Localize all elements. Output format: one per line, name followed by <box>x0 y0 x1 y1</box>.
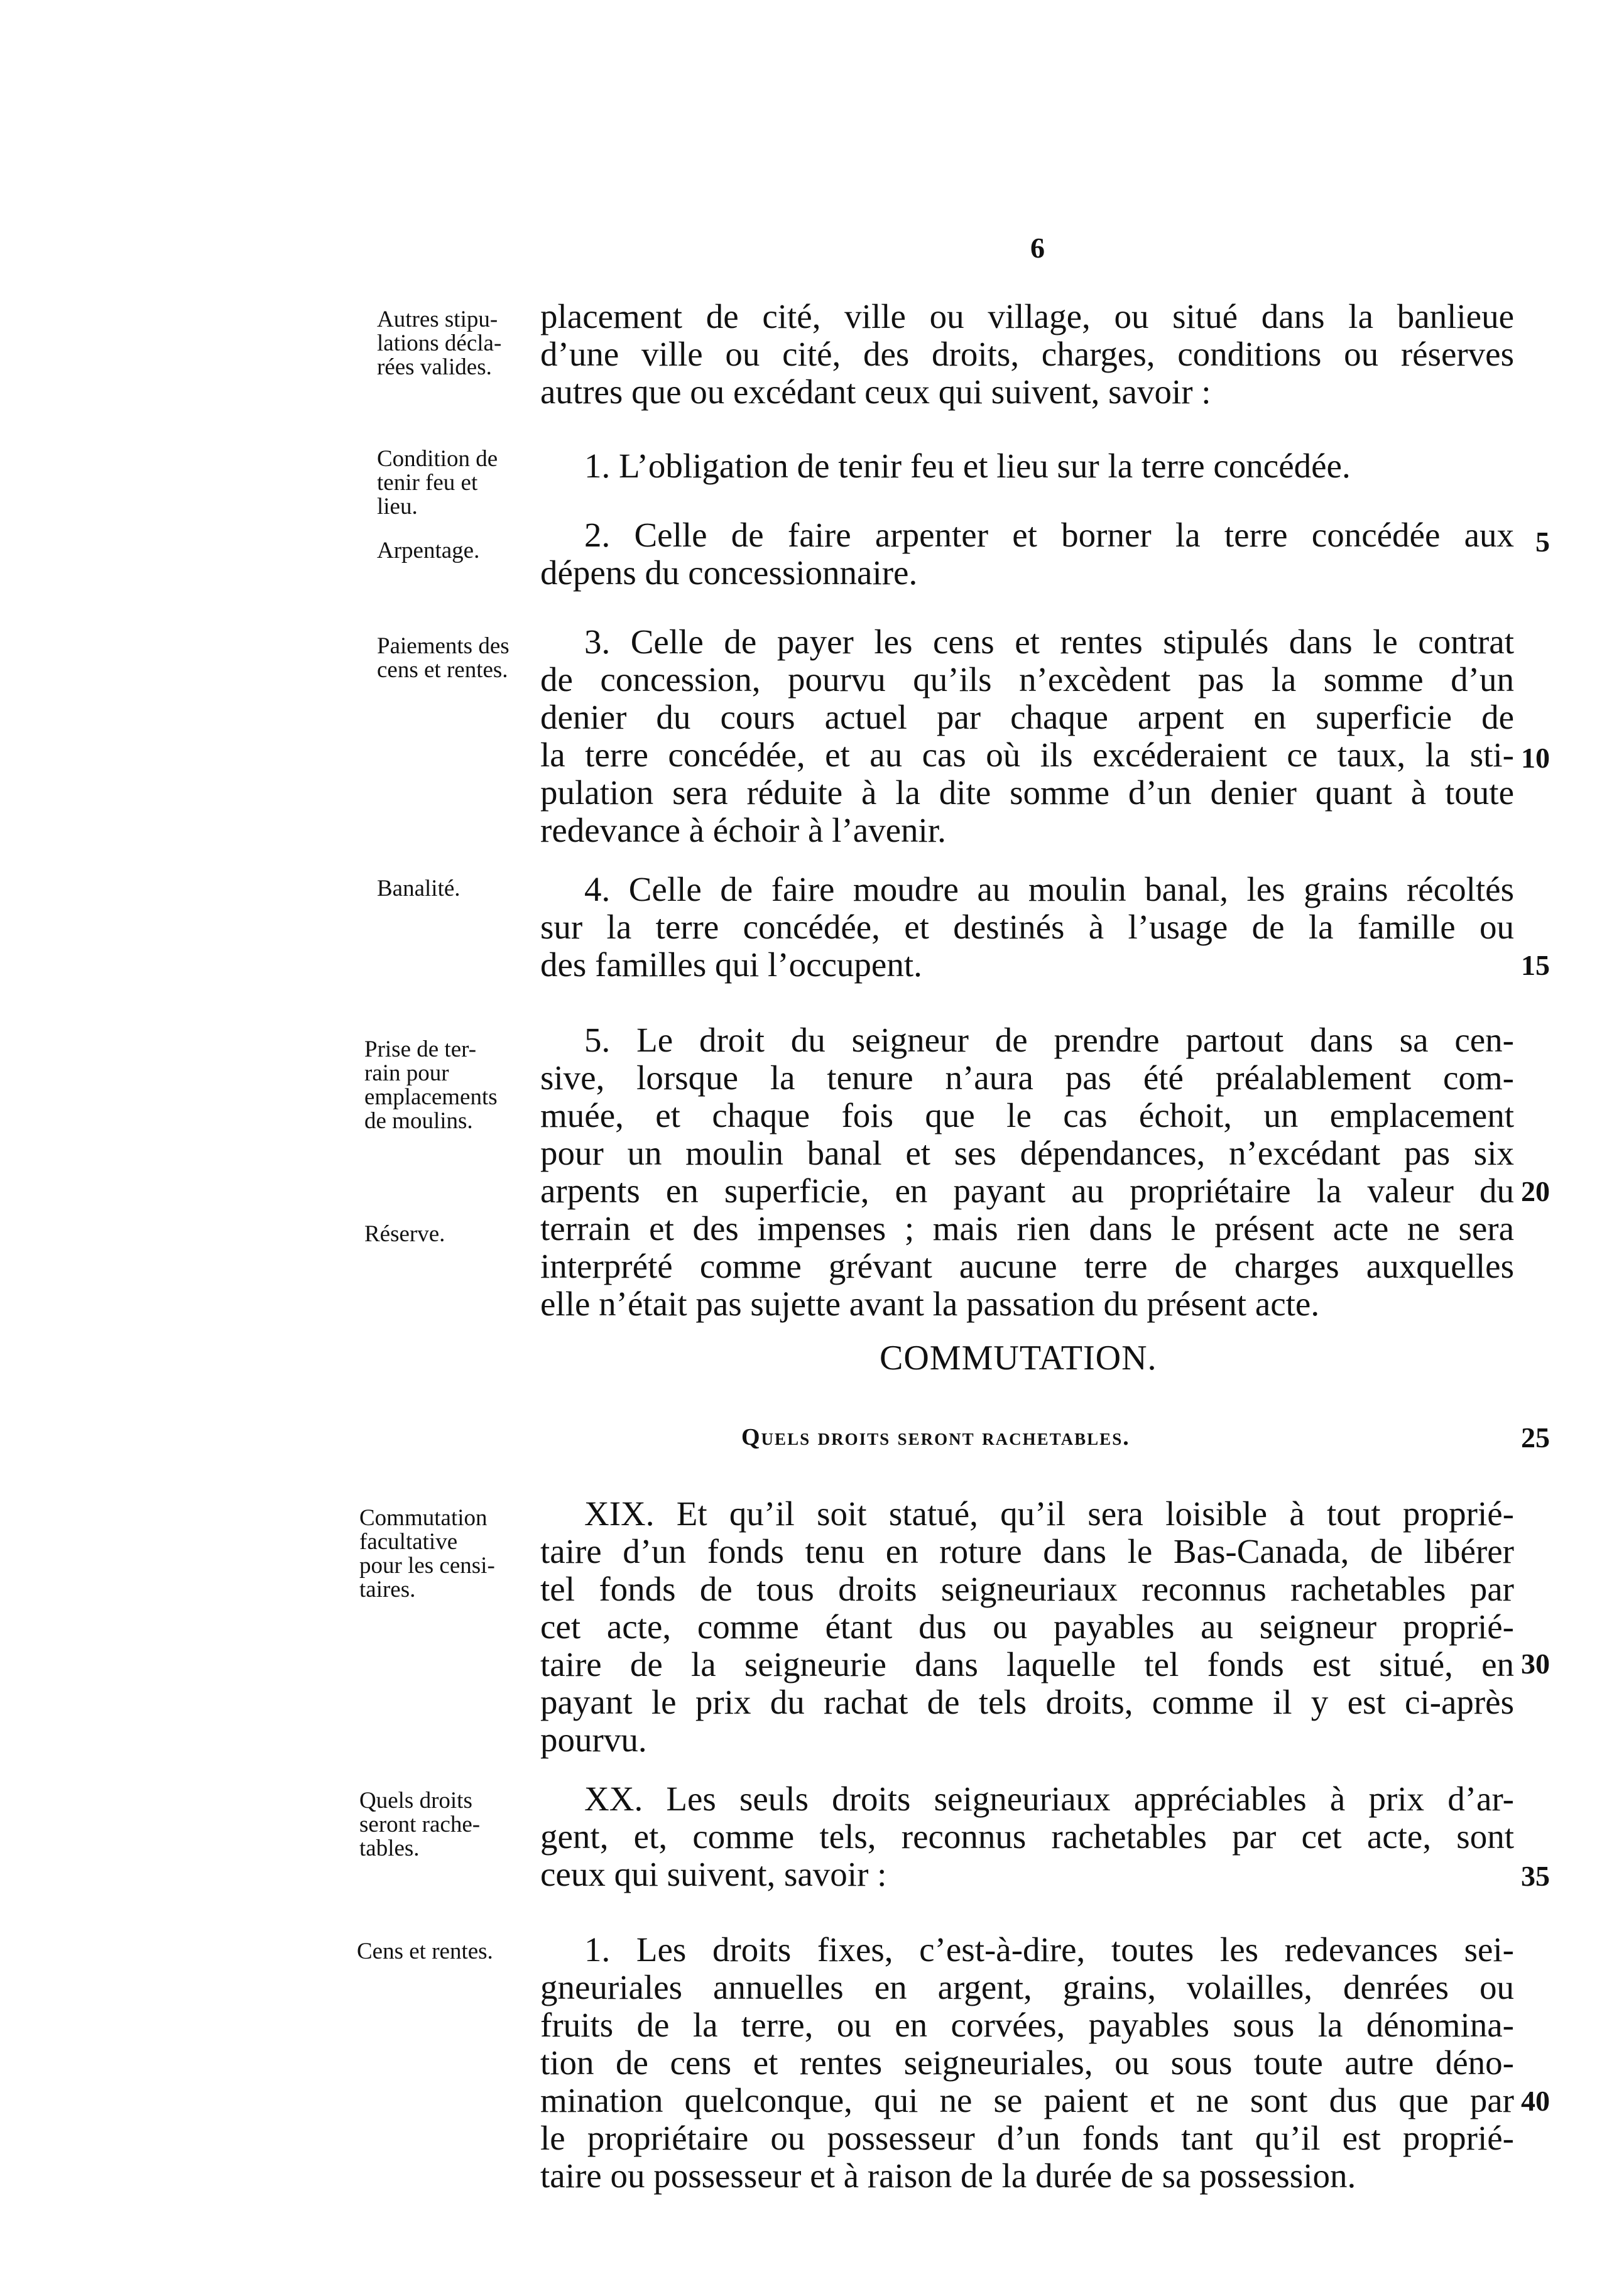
text-line: 3. Celle de payer les cens et rentes stipulés dans le contrat <box>584 623 1514 661</box>
line-number: 40 <box>1521 2085 1550 2117</box>
line-number: 35 <box>1521 1860 1550 1892</box>
text-line: taire ou possesseur et à raison de la durée de sa possession. <box>540 2156 1356 2195</box>
text-line: de concession, pourvu qu’ils n’excèdent pas la somme d’un <box>540 660 1514 699</box>
text-line: XIX. Et qu’il soit statué, qu’il sera loisible à tout proprié- <box>584 1494 1514 1533</box>
text-line: pourvu. <box>540 1721 647 1759</box>
text-line: pulation sera réduite à la dite somme d’un denier quant à toute <box>540 773 1514 812</box>
margin-note-condition <box>377 447 498 519</box>
text-line: dépens du concessionnaire. <box>540 553 918 592</box>
margin-line: emplacements <box>364 1084 498 1110</box>
margin-line: seront rache- <box>359 1812 481 1837</box>
margin-note-banalite <box>377 877 460 901</box>
text-line: le propriétaire ou possesseur d’un fonds tant qu’il est proprié- <box>540 2119 1514 2157</box>
margin-note-autres <box>377 308 501 379</box>
margin-note-prise <box>364 1038 498 1133</box>
line-number: 5 <box>1535 526 1550 558</box>
line-number: 30 <box>1521 1648 1550 1680</box>
margin-line: tables. <box>359 1835 420 1861</box>
margin-line: taires. <box>359 1577 416 1602</box>
margin-line: Paiements des <box>377 633 510 659</box>
paragraph-item-5 <box>540 1021 1514 1323</box>
text-line: 1. L’obligation de tenir feu et lieu sur la terre concédée. <box>584 447 1351 485</box>
text-line: gent, et, comme tels, reconnus rachetables par cet acte, sont <box>540 1817 1514 1856</box>
text-line: pour un moulin banal et ses dépendances, n’excédant pas six <box>540 1134 1514 1172</box>
text-line: 2. Celle de faire arpenter et borner la terre concédée aux <box>584 516 1514 554</box>
paragraph-item-2 <box>540 516 1514 592</box>
paragraph-xix <box>540 1495 1514 1759</box>
margin-note-paiements <box>377 634 510 682</box>
text-line: muée, et chaque fois que le cas échoit, un emplacement <box>540 1096 1514 1134</box>
margin-line: lieu. <box>377 494 418 519</box>
text-line: placement de cité, ville ou village, ou situé dans la banlieue <box>540 297 1514 335</box>
margin-line: de moulins. <box>364 1108 473 1134</box>
margin-line: facultative <box>359 1529 458 1555</box>
text-line: interprété comme grévant aucune terre de charges auxquelles <box>540 1247 1514 1285</box>
text-line: cet acte, comme étant dus ou payables au seigneur proprié- <box>540 1607 1514 1646</box>
margin-line: tenir feu et <box>377 470 478 496</box>
margin-line: cens et rentes. <box>377 657 508 683</box>
text-line: tion de cens et rentes seigneuriales, ou sous toute autre déno- <box>540 2043 1514 2082</box>
margin-note-arpentage <box>377 539 479 563</box>
margin-line: Commutation <box>359 1505 488 1531</box>
paragraph-item-4 <box>540 871 1514 984</box>
text-line: fruits de la terre, ou en corvées, payables sous la dénomina- <box>540 2006 1514 2044</box>
text-line: sive, lorsque la tenure n’aura pas été préalablement com- <box>540 1058 1514 1097</box>
line-number: 20 <box>1521 1175 1550 1207</box>
margin-line: Réserve. <box>364 1221 445 1247</box>
page-number: 6 <box>1030 232 1045 264</box>
text-line: 1. Les droits fixes, c’est-à-dire, toutes les redevances sei- <box>584 1930 1514 1969</box>
text-line: des familles qui l’occupent. <box>540 945 922 984</box>
margin-line: Quels droits <box>359 1788 472 1814</box>
line-number: 10 <box>1521 742 1550 774</box>
text-line: gneuriales annuelles en argent, grains, volailles, denrées ou <box>540 1968 1514 2006</box>
margin-line: pour les censi- <box>359 1553 495 1579</box>
margin-line: Banalité. <box>377 876 460 901</box>
margin-line: Cens et rentes. <box>357 1939 493 1964</box>
margin-line: Prise de ter- <box>364 1036 477 1062</box>
paragraph-xx <box>540 1780 1514 1893</box>
margin-line: rées valides. <box>377 354 492 380</box>
margin-note-quels-droits <box>359 1789 480 1861</box>
text-line: d’une ville ou cité, des droits, charges, conditions ou réserves <box>540 335 1514 373</box>
margin-line: lations décla- <box>377 330 502 356</box>
section-subheading: Quels droits seront rachetables. <box>741 1424 1130 1450</box>
margin-note-reserve <box>364 1222 445 1246</box>
text-line: terrain et des impenses ; mais rien dans le présent acte ne sera <box>540 1209 1514 1248</box>
paragraph-xx-1 <box>540 1931 1514 2195</box>
margin-line: Condition de <box>377 446 498 472</box>
paragraph-intro <box>540 298 1514 411</box>
margin-line: rain pour <box>364 1060 449 1086</box>
text-line: taire de la seigneurie dans laquelle tel fonds est situé, en <box>540 1645 1514 1683</box>
text-line: elle n’était pas sujette avant la passation du présent acte. <box>540 1285 1320 1323</box>
paragraph-item-3 <box>540 623 1514 849</box>
text-line: la terre concédée, et au cas où ils excéderaient ce taux, la sti- <box>540 736 1514 774</box>
text-line: tel fonds de tous droits seigneuriaux reconnus rachetables par <box>540 1570 1514 1608</box>
text-line: payant le prix du rachat de tels droits, comme il y est ci-après <box>540 1683 1514 1721</box>
text-line: XX. Les seuls droits seigneuriaux appréciables à prix d’ar- <box>584 1780 1514 1818</box>
line-number: 15 <box>1521 949 1550 981</box>
text-line: redevance à échoir à l’avenir. <box>540 811 946 849</box>
text-line: mination quelconque, qui ne se paient et ne sont dus que par <box>540 2081 1514 2119</box>
text-line: ceux qui suivent, savoir : <box>540 1855 887 1893</box>
margin-note-commutation <box>359 1506 495 1602</box>
text-line: taire d’un fonds tenu en roture dans le Bas-Canada, de libérer <box>540 1532 1514 1570</box>
text-line: 5. Le droit du seigneur de prendre partout dans sa cen- <box>584 1021 1514 1059</box>
text-line: 4. Celle de faire moudre au moulin banal, les grains récoltés <box>584 870 1514 908</box>
section-heading: COMMUTATION. <box>880 1339 1157 1378</box>
text-line: sur la terre concédée, et destinés à l’usage de la famille ou <box>540 908 1514 946</box>
text-line: denier du cours actuel par chaque arpent en superficie de <box>540 698 1514 736</box>
paragraph-item-1 <box>584 447 1514 485</box>
text-line: autres que ou excédant ceux qui suivent, savoir : <box>540 373 1211 411</box>
text-line: arpents en superficie, en payant au propriétaire la valeur du <box>540 1172 1514 1210</box>
margin-note-cens <box>357 1940 493 1964</box>
margin-line: Arpentage. <box>377 538 480 563</box>
margin-line: Autres stipu- <box>377 307 498 332</box>
line-number: 25 <box>1521 1422 1550 1454</box>
